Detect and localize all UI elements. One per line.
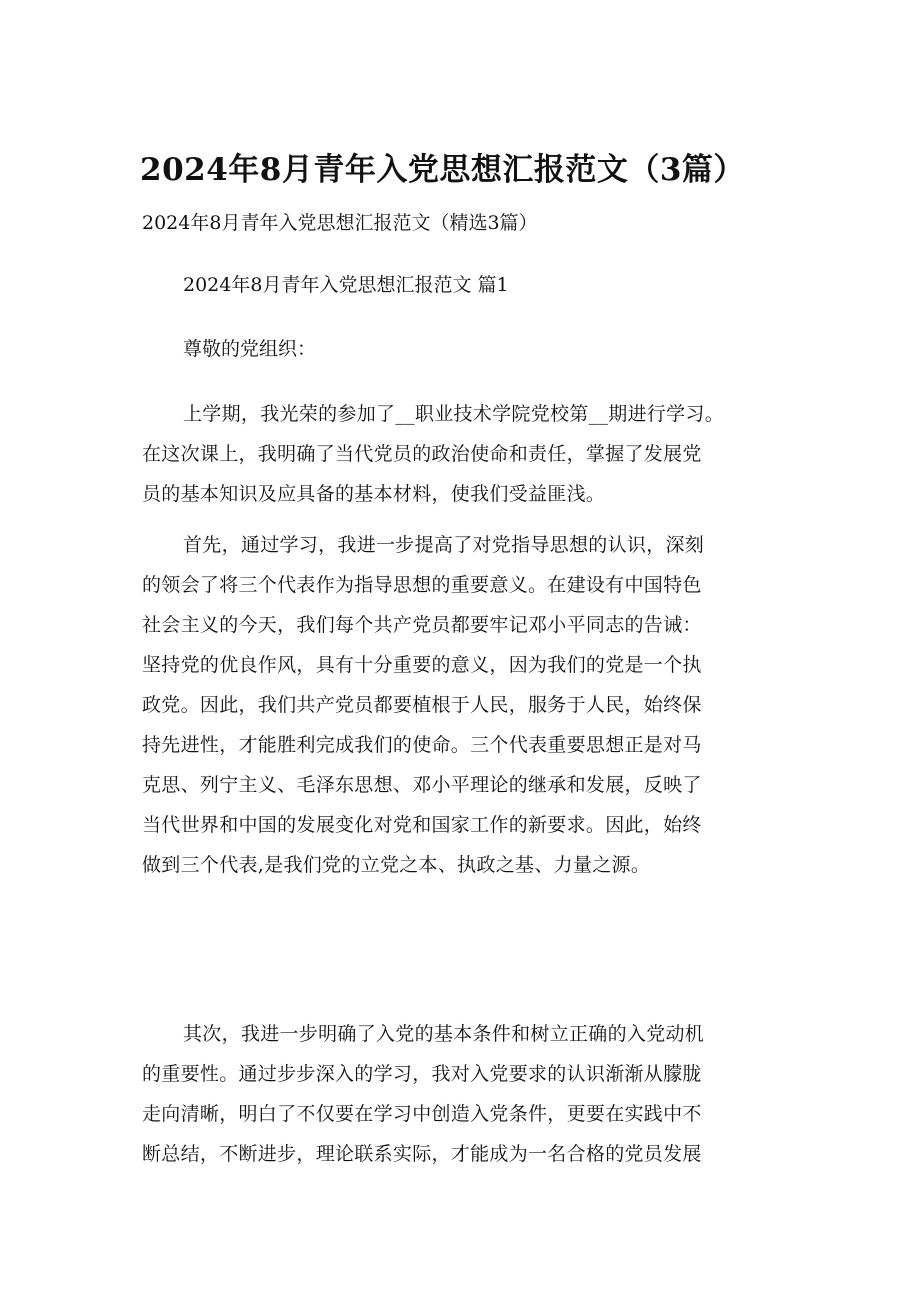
paragraph-1 [142, 394, 822, 514]
paragraph-line: 其次，我进一步明确了入党的基本条件和树立正确的入党动机 [183, 1023, 705, 1045]
paragraph-line: 当代世界和中国的发展变化对党和国家工作的新要求。因此，始终 [142, 814, 702, 836]
paragraph-line: 克思、列宁主义、毛泽东思想、邓小平理论的继承和发展，反映了 [142, 774, 702, 796]
paragraph-line: 走向清晰，明白了不仅要在学习中创造入党条件，更要在实践中不 [142, 1103, 702, 1125]
section-heading: 2024年8月青年入党思想汇报范文 篇1 [183, 274, 509, 296]
paragraph-line: 断总结，不断进步，理论联系实际，才能成为一名合格的党员发展 [142, 1143, 702, 1165]
paragraph-3 [142, 1014, 822, 1174]
paragraph-line: 的领会了将三个代表作为指导思想的重要意义。在建设有中国特色 [142, 574, 702, 596]
paragraph-line: 坚持党的优良作风，具有十分重要的意义，因为我们的党是一个执 [142, 654, 702, 676]
paragraph-line: 的重要性。通过步步深入的学习，我对入党要求的认识渐渐从朦胧 [142, 1063, 702, 1085]
document-title: 2024年8月青年入党思想汇报范文（3篇） [140, 152, 745, 188]
paragraph-line: 上学期，我光荣的参加了__职业技术学院党校第__期进行学习。 [183, 403, 725, 425]
greeting: 尊敬的党组织： [183, 338, 317, 360]
paragraph-line: 首先，通过学习，我进一步提高了对党指导思想的认识，深刻 [183, 534, 705, 556]
paragraph-line: 员的基本知识及应具备的基本材料，使我们受益匪浅。 [142, 483, 606, 505]
paragraph-line: 做到三个代表,是我们党的立党之本、执政之基、力量之源。 [142, 854, 651, 876]
paragraph-line: 在这次课上，我明确了当代党员的政治使命和责任，掌握了发展党 [142, 443, 702, 465]
paragraph-line: 社会主义的今天，我们每个共产党员都要牢记邓小平同志的告诫： [142, 614, 702, 636]
paragraph-line: 政党。因此，我们共产党员都要植根于人民，服务于人民，始终保 [142, 694, 702, 716]
paragraph-2 [142, 525, 822, 885]
document-subtitle: 2024年8月青年入党思想汇报范文（精选3篇） [142, 212, 538, 234]
paragraph-line: 持先进性，才能胜利完成我们的使命。三个代表重要思想正是对马 [142, 734, 702, 756]
